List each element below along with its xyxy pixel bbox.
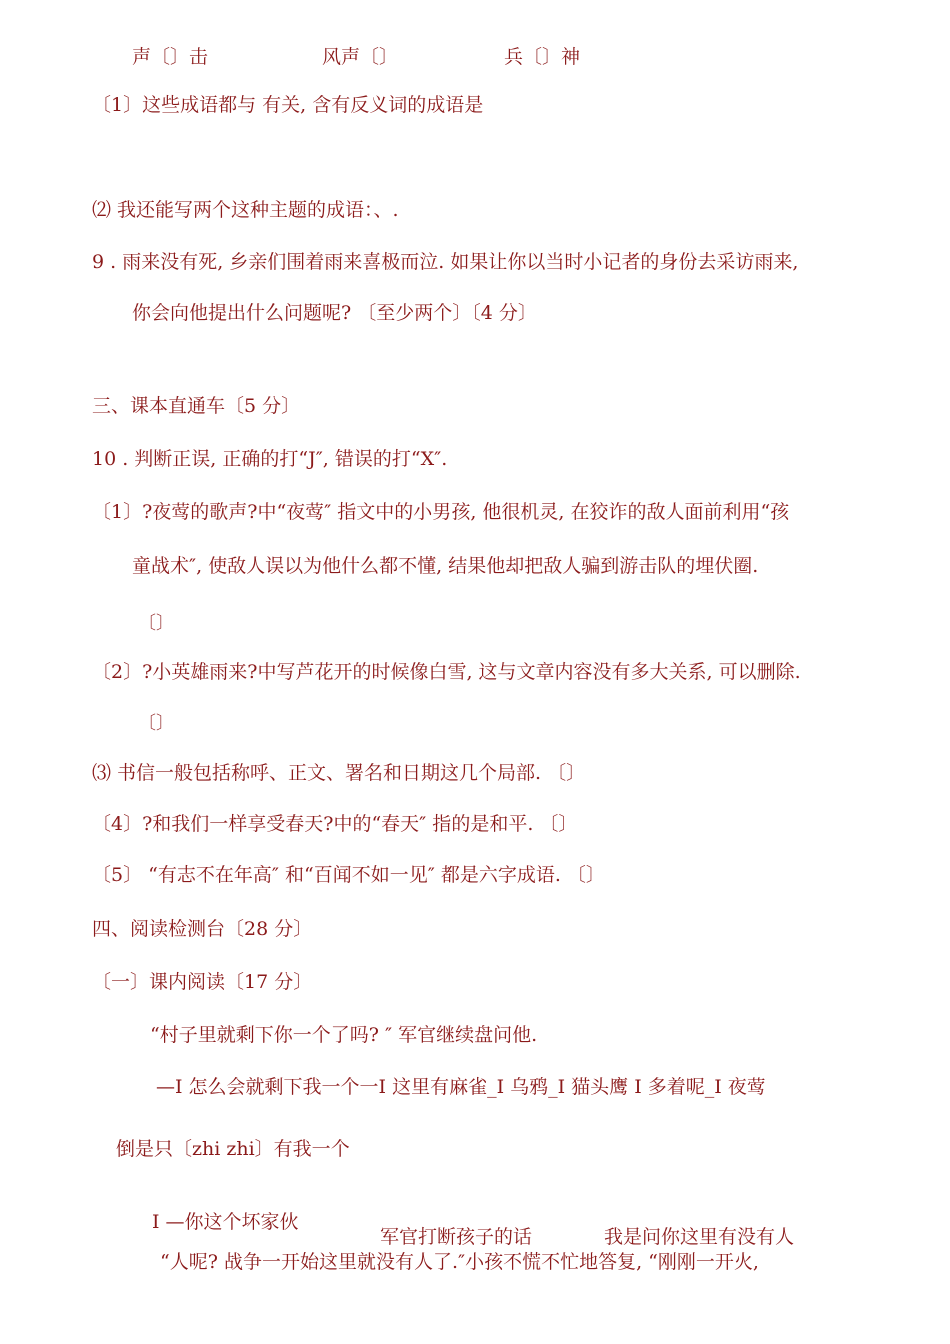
question-9-line-2: 你会向他提出什么问题呢? 〔至少两个〕〔4 分〕 — [132, 302, 537, 324]
passage-line-3: 倒是只〔zhi zhi〕有我一个 — [116, 1138, 350, 1160]
question-10-1-line-2: 童战术″, 使敌人误以为他什么都不懂, 结果他却把敌人骗到游击队的埋伏圈. — [132, 555, 759, 577]
question-10-5: 〔5〕 “有志不在年高″ 和“百闻不如一见″ 都是六字成语. 〔〕 — [92, 864, 605, 886]
question-10-4: 〔4〕?和我们一样享受春天?中的“春天″ 指的是和平. 〔〕 — [92, 813, 578, 835]
section-3-heading: 三、课本直通车〔5 分〕 — [92, 395, 301, 417]
passage-line-7: “人呢? 战争一开始这里就没有人了.″小孩不慌不忙地答复, “刚刚一开火, — [160, 1251, 759, 1273]
question-8-part-1: 〔1〕这些成语都与 有关, 含有反义词的成语是 — [92, 94, 484, 116]
idiom-2: 风声〔〕 — [322, 46, 399, 68]
idiom-3: 兵〔〕神 — [504, 46, 581, 68]
reading-1-heading: 〔一〕课内阅读〔17 分〕 — [92, 971, 313, 993]
section-4-heading: 四、阅读检测台〔28 分〕 — [92, 918, 313, 940]
idiom-1: 声〔〕击 — [132, 46, 209, 68]
question-8-part-2: ⑵ 我还能写两个这种主题的成语：、. — [92, 199, 399, 221]
passage-line-6: 我是问你这里有没有人 — [604, 1226, 795, 1248]
passage-line-2: —I 怎么会就剩下我一个一I 这里有麻雀_I 乌鸦_I 猫头鹰 I 多着呢_I 夜莺 — [156, 1076, 766, 1098]
question-9-line-1: 9 . 雨来没有死, 乡亲们围着雨来喜极而泣. 如果让你以当时小记者的身份去采访雨来, — [92, 251, 799, 273]
question-10-3: ⑶ 书信一般包括称呼、正文、署名和日期这几个局部. 〔〕 — [92, 762, 586, 784]
answer-blank-10-2: 〔〕 — [138, 713, 174, 734]
question-10-1-line-1: 〔1〕?夜莺的歌声?中“夜莺″ 指文中的小男孩, 他很机灵, 在狡诈的敌人面前利用“孩 — [92, 501, 790, 523]
passage-line-4: I —你这个坏家伙 — [152, 1211, 299, 1233]
passage-line-1: “村子里就剩下你一个了吗? ″ 军官继续盘问他. — [150, 1024, 538, 1046]
answer-blank-10-1: 〔〕 — [138, 613, 174, 634]
question-10-intro: 10 . 判断正误, 正确的打“J″, 错误的打“X″. — [92, 448, 448, 470]
question-10-2: 〔2〕?小英雄雨来?中写芦花开的时候像白雪, 这与文章内容没有多大关系, 可以删除. — [92, 661, 801, 683]
passage-line-5: 军官打断孩子的话 — [380, 1226, 533, 1248]
